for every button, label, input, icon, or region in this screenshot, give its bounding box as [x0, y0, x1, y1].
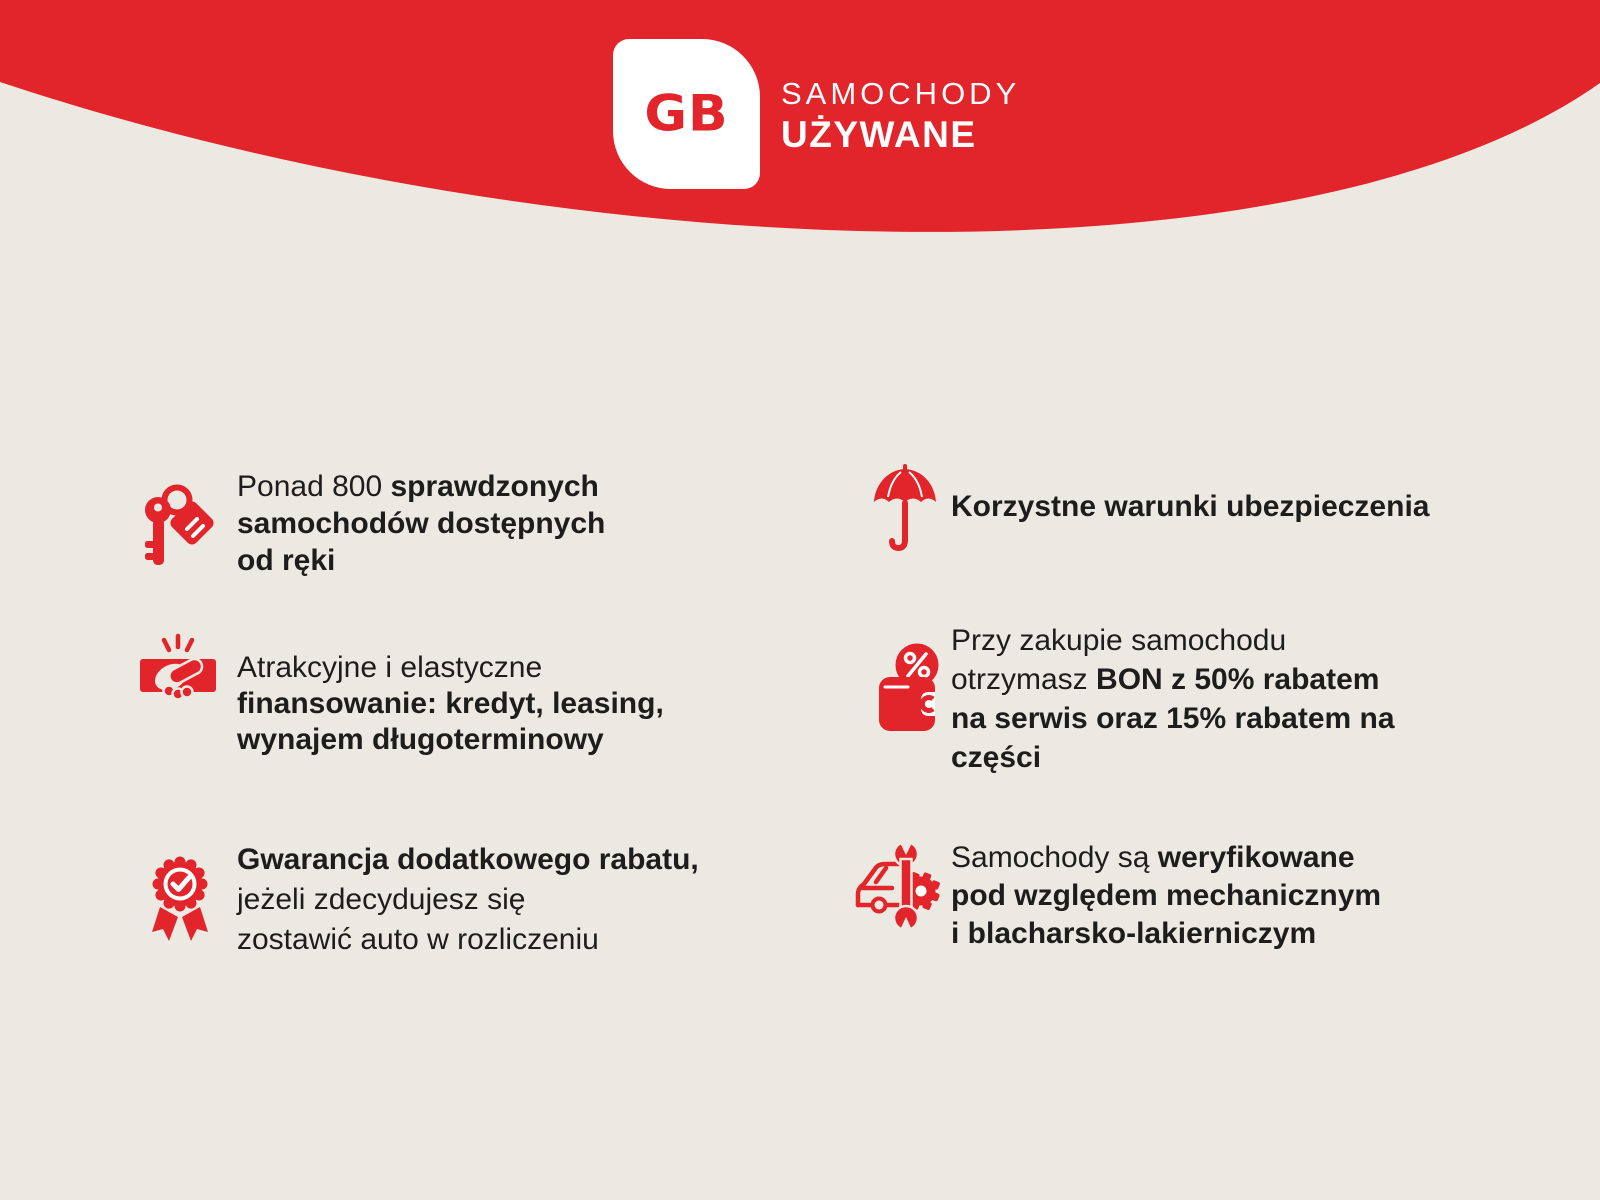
car-service-icon: [855, 841, 947, 933]
keys-tag-icon: [138, 483, 222, 571]
feature-text-availability: Ponad 800 sprawdzonych samochodów dostępnych od ręki: [237, 470, 606, 577]
brand-line-1: SAMOCHODY: [781, 76, 1021, 111]
brand-logo-letters: GB: [644, 85, 729, 143]
brand-wordmark: [781, 76, 1020, 156]
award-badge-icon: [148, 851, 212, 945]
umbrella-icon: [871, 463, 939, 555]
brand-logo: [613, 39, 760, 189]
feature-text-guarantee: Gwarancja dodatkowego rabatu, jeżeli zdecydujesz się zostawić auto w rozliczeniu: [237, 843, 699, 956]
feature-text-financing: Atrakcyjne i elastyczne finansowanie: kredyt, leasing, wynajem długoterminowy: [237, 651, 664, 756]
wallet-discount-icon: [877, 639, 943, 735]
handshake-icon: [139, 633, 217, 711]
feature-text-verification: Samochody są weryfikowane pod względem mechanicznym i blacharsko-lakierniczym: [951, 841, 1382, 950]
brand-line-2: UŻYWANE: [781, 114, 977, 155]
feature-text-insurance: Korzystne warunki ubezpieczenia: [951, 490, 1430, 523]
feature-text-voucher: Przy zakupie samochodu otrzymasz BON z 50% rabatem na serwis oraz 15% rabatem na części: [951, 624, 1395, 774]
